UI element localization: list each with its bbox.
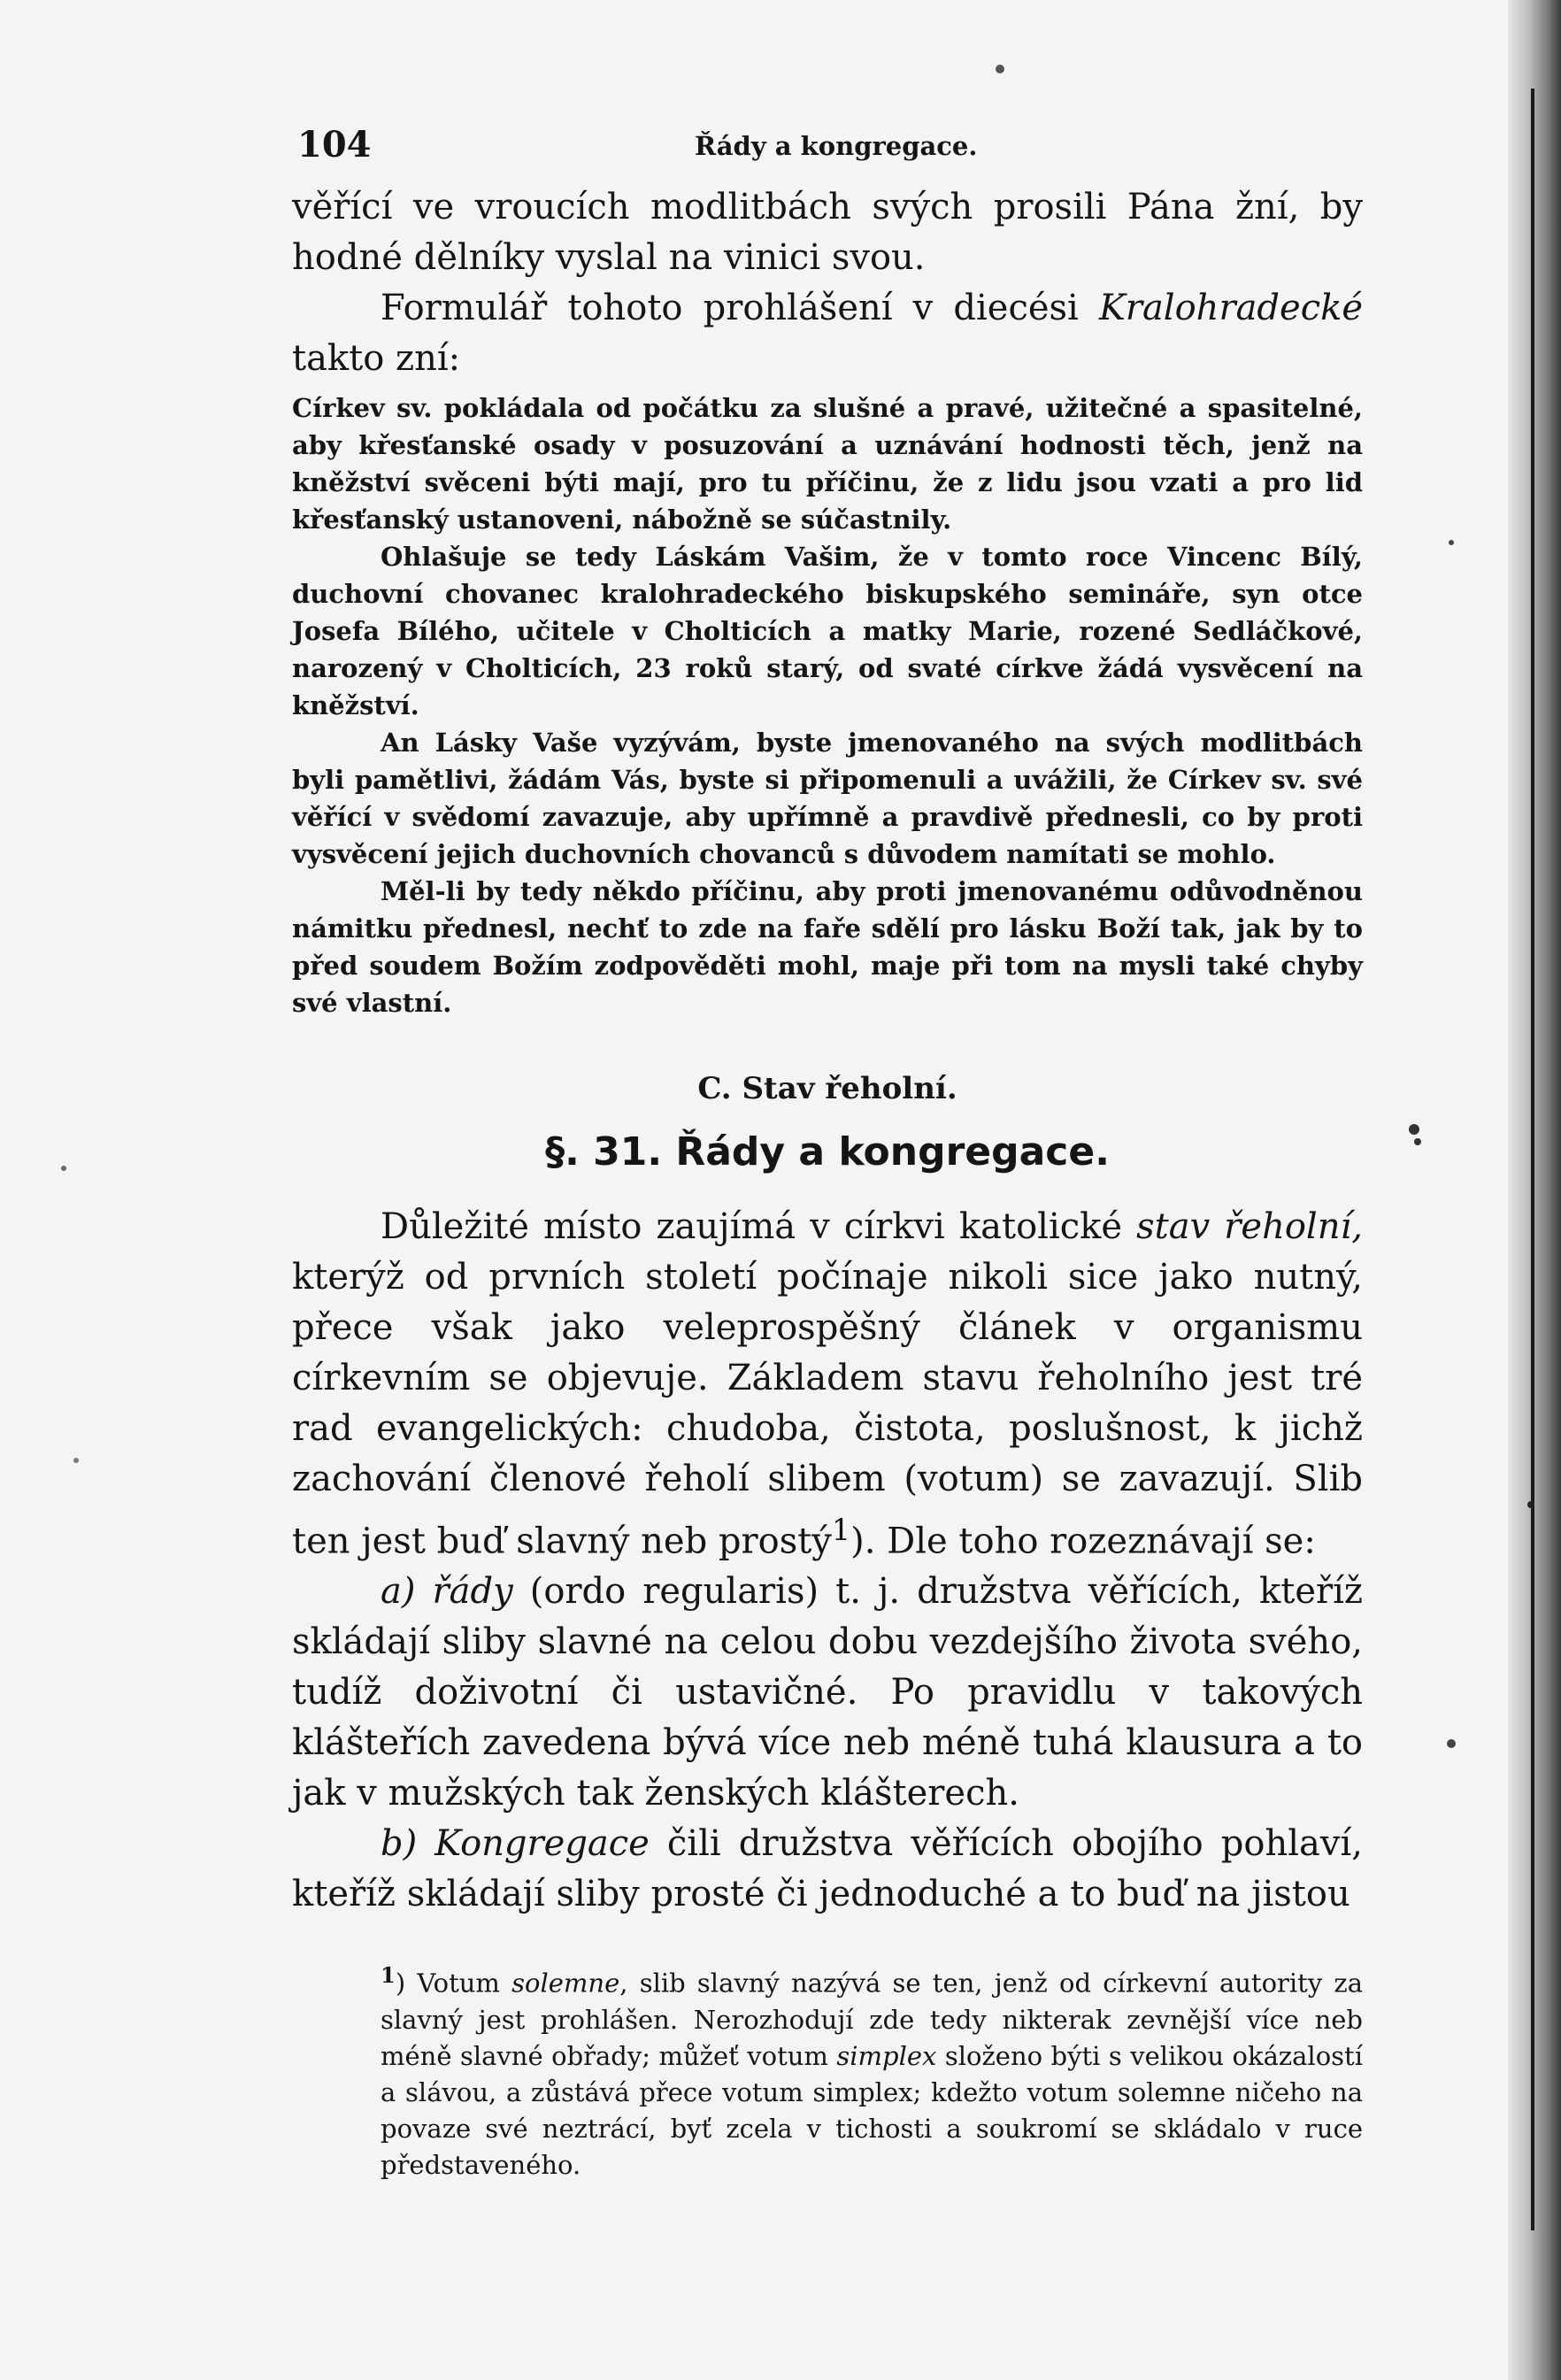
main-paragraph <box>292 1202 1363 1567</box>
footnote-before: ) Votum <box>395 1968 512 1999</box>
term-stav-reholni: stav řeholní, <box>1136 1206 1363 1247</box>
footnotes <box>292 1957 1363 2184</box>
list-letter-b: b) <box>381 1823 418 1865</box>
footnote-after: složeno býti s velikou okázalostí a slávou, a zůstává přece votum simplex; kdežto votum solemne ničeho na povaze své neztrácí, byť zcela v tichosti a soukromí se skládalo v ruce představeného. <box>381 2040 1363 2180</box>
term-simplex: simplex <box>836 2040 937 2071</box>
intro-continuation: věřící ve vroucích modlitbách svých prosili Pána žní, by hodné dělníky vyslal na vinici svou. <box>292 187 1363 278</box>
main-p3-after: čili družstva věřících obojího pohlaví, kteříž skládají sliby prosté či jednoduché a to buď na jistou <box>292 1823 1363 1915</box>
paragraph-title: §. 31. Řády a kongregace. <box>545 1129 1110 1175</box>
announcement-paragraph: Ohlašuje se tedy Láskám Vašim, že v tomto roce Vincenc Bílý, duchovní chovanec kralohradeckého biskupského semináře, syn otce Josefa Bílého, učitele v Cholticích a matky Marie, rozené Sedláčkové, narozený v Cholticích, 23 roků starý, od svaté církve žádá vysvěcení na kněžství. <box>292 542 1363 720</box>
text-column <box>292 124 1363 2184</box>
announcement-paragraph: Měl-li by tedy někdo příčinu, aby proti jmenovanému odůvodněnou námitku přednesl, nechť to zde na faře sdělí pro lásku Boží tak, jak by to před soudem Božím zodpověděti mohl, maje při tom na mysli také chyby své vlastní. <box>292 876 1363 1018</box>
footnote-mark: 1 <box>381 1962 396 1989</box>
main-paragraph <box>292 1819 1363 1920</box>
announcement-paragraph: An Lásky Vaše vyzývám, byste jmenovaného na svých modlitbách byli pamětlivi, žádám Vás, byste si připomenuli a uvážili, že Církev sv. své věřící v svědomí zavazuje, aby upřímně a pravdivě přednesli, co by proti vysvěcení jejich duchovních chovanců s důvodem namítati se mohlo. <box>292 728 1363 869</box>
announcement-formula <box>292 389 1363 1021</box>
term-kongregace: Kongregace <box>434 1823 650 1865</box>
page-number: 104 <box>297 124 372 166</box>
main-p1-before: Důležité místo zaujímá v církvi katolické <box>381 1206 1137 1247</box>
footnote-middle: , slib slavný nazývá se ten, jenž od církevní autority za slavný jest prohlášen. Nerozhodují zde tedy nikterak zevnější více neb méně slavné obřady; můžeť votum <box>381 1968 1363 2071</box>
main-paragraph <box>292 1567 1363 1819</box>
main-p1-end: ). Dle toho rozeznávají se: <box>850 1521 1316 1562</box>
formula-intro-before: Formulář tohoto prohlášení v diecési <box>381 288 1099 328</box>
announcement-paragraph: Církev sv. pokládala od počátku za slušné a pravé, užitečné a spasitelné, aby křesťanské osady v posuzování a uznávání hodnosti těch, jenž na kněžství svěceni býti mají, pro tu příčinu, že z lidu jsou vzati a pro lid křesťanský ustanoveni, nábožně se súčastnily. <box>292 393 1363 535</box>
list-letter-a: a) <box>381 1571 416 1613</box>
diocese-name: Kralohradecké <box>1098 288 1363 328</box>
main-p1-after: kterýž od prvních století počínaje nikoli sice jako nutný, přece však jako veleprospěšný článek v organismu církevním se objevuje. Základem stavu řeholního jest tré rad evangelických: chudoba, čistota, poslušnost, k jichž zachování členové řeholí slibem (votum) se zavazují. Slib ten jest buď slavný neb prostý <box>292 1257 1363 1562</box>
term-rady: řády <box>432 1571 513 1613</box>
intro-text <box>292 182 1363 384</box>
main-p2-after: (ordo regularis) t. j. družstva věřících, kteříž skládají sliby slavné na celou dobu vezdejšího života svého, tudíž doživotní či ustavičné. Po pravidlu v takových klášteřích zavedena bývá více neb méně tuhá klausura a to jak v mužských tak ženských klášterech. <box>292 1571 1364 1814</box>
page-header <box>292 124 1363 179</box>
term-solemne: solemne <box>511 1968 620 1999</box>
footnote <box>381 1957 1363 2184</box>
main-text <box>292 1202 1363 1920</box>
footnote-reference: 1 <box>831 1513 851 1547</box>
formula-intro-after: takto zní: <box>292 338 461 379</box>
running-title: Řády a kongregace. <box>695 131 978 161</box>
formula-intro <box>292 283 1363 384</box>
section-title: C. Stav řeholní. <box>697 1071 957 1106</box>
